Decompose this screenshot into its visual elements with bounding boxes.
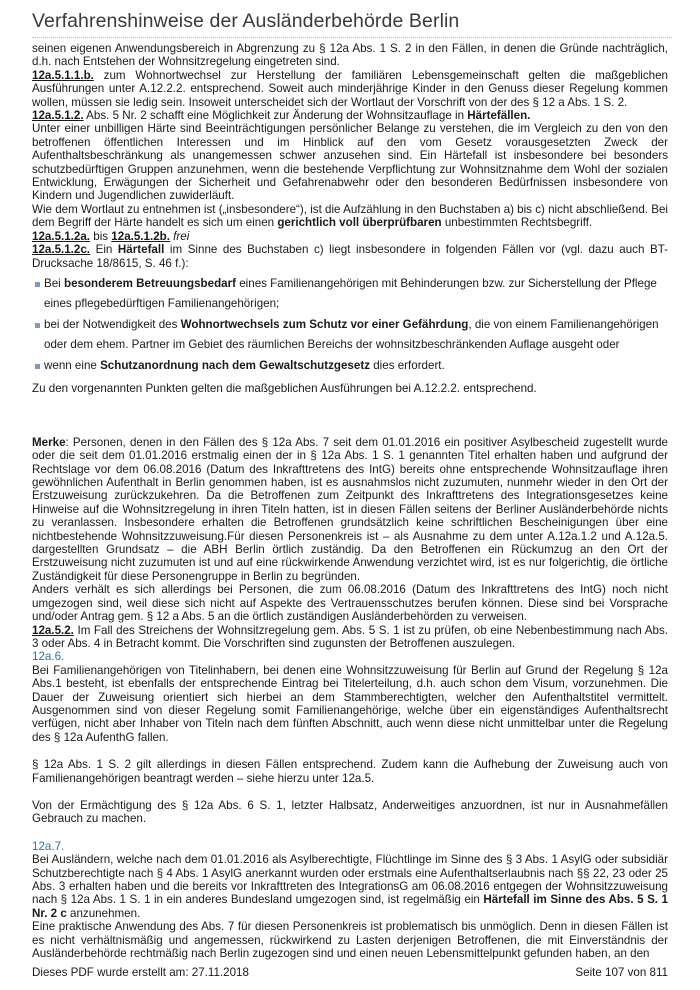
page-header bbox=[32, 10, 672, 38]
paragraph: 12a.5.1.2a. bis 12a.5.1.2b. frei bbox=[32, 229, 190, 243]
paragraph: 12a.5.1.1.b. zum Wohnortwechsel zur Herstellung der familiären Lebensgemeinschaft gelten die maßgeblichen Ausführungen unter A.12.2.2. entsprechend. Soweit auch minderjährige Kinder in den Genuss dieser Regelung kommen wollen, müssen sie ledig sein. Insoweit unterscheidet sich der Wortlaut der Vorschrift von der des § 12 a Abs. 1 S. 2. bbox=[32, 68, 668, 109]
list-item: bei der Notwendigkeit des Wohnortwechsels zum Schutz vor einer Gefährdung, die von einem Familienangehörigen oder dem ehem. Partner im Gebiet des räumlichen Bereichs der wohnsitzbeschränkenden Auflage ausgeht oder bbox=[32, 315, 668, 356]
paragraph: 12a.5.1.2c. Ein Härtefall im Sinne des Buchstaben c) liegt insbesondere in folgenden Fällen vor (vgl. dazu auch BT-Drucksache 18/8615, S. 46 f.): bbox=[32, 243, 668, 270]
section-reference[interactable]: 12a.5.1.2a. bbox=[32, 229, 91, 243]
page-footer bbox=[32, 966, 668, 979]
paragraph: 12a.5.1.2. Abs. 5 Nr. 2 schafft eine Möglichkeit zur Änderung der Wohnsitzauflage in Härtefällen. bbox=[32, 109, 531, 123]
section-heading-12a7: 12a.7. bbox=[32, 839, 65, 853]
paragraph: Anders verhält es sich allerdings bei Personen, die zum 06.08.2016 (Datum des Inkrafttretens des IntG) noch nicht umgezogen sind, weil diese sich nicht auf Aspekte des Vertrauensschutzes berufen können. Diese sind bei Vorsprache und/oder Antrag gem. § 12 a Abs. 5 an die örtlich zuständigen Ausländerbehörden zu verweisen. bbox=[32, 583, 668, 624]
merke-paragraph: Merke: Personen, denen in den Fällen des § 12a Abs. 7 seit dem 01.01.2016 ein positiver Asylbescheid zugestellt wurde oder die seit dem 01.01.2016 erstmalig einen der in § 12a Abs. 1 S. 1 genannten Titel erhalten haben und aufgrund der Rechtslage vor dem 06.08.2016 (Datum des Inkrafttretens des IntG) bereits ohne entsprechende Wohnsitzauflage ihren gewöhnlichen Aufenthalt in Berlin genommen haben, ist es ausnahmslos nicht zuzumuten, nunmehr wieder in den Ort der Erstzuweisung zurückzukehren. Da die Betroffenen zum Zeitpunkt des Inkrafttretens des Integrationsgesetzes keine Hinweise auf die Wohnsitzregelung in ihren Titeln hatten, ist in diesen Fällen seitens der Berliner Ausländerbehörde nichts zu veranlassen. Insbesondere erhalten die Betroffenen grundsätzlich keine schriftlichen Bescheinigungen über eine nichtbestehende Wohnsitzzuweisung.Für diesen Personenkreis ist – als Ausnahme zu dem unter A.12a.1.2 und A.12a.5. dargestellten Grundsatz – die ABH Berlin örtlich zuständig. Da den Betroffenen ein Rückumzug an den Ort der Erstzuweisung nicht zuzumuten ist und auf eine rückwirkende Anwendung verzichtet wird, ist es nur folgerichtig, die örtliche Zuständigkeit für diese Personengruppe in Berlin zu begründen. bbox=[32, 435, 668, 583]
paragraph: Bei Familienangehörigen von Titelinhabern, bei denen eine Wohnsitzzuweisung für Berlin auf Grund der Regelung § 12a Abs.1 besteht, ist ebenfalls der entsprechende Eintrag bei Titelerteilung, d.h. auch schon dem Visum, vorzunehmen. Die Dauer der Zuweisung orientiert sich hierbei an dem Stammberechtigten, welcher den Aufenthaltstitel vermittelt. Ausgenommen sind von dieser Regelung somit Familienangehörige, welche über ein eigenständiges Aufenthaltsrecht verfügen, nicht aber Inhaber von Titeln nach dem fünften Abschnitt, auch wenn diese nicht unmittelbar unter die Regelung des § 12a AufenthG fallen. bbox=[32, 663, 668, 744]
paragraph: seinen eigenen Anwendungsbereich in Abgrenzung zu § 12a Abs. 1 S. 2 in den Fällen, in denen die Gründe nachträglich, d.h. nach Entstehen der Wohnsitzregelung eingetreten sind. bbox=[32, 42, 668, 69]
section-heading-12a6: 12a.6. bbox=[32, 650, 65, 664]
section-reference[interactable]: 12a.5.1.2. bbox=[32, 109, 84, 123]
paragraph: Wie dem Wortlaut zu entnehmen ist („insbesondere“), ist die Aufzählung in den Buchstaben a) bis c) nicht abschließend. Bei dem Begriff der Härte handelt es sich um einen gerichtlich voll überprüfbaren unbestimmten Rechtsbegriff. bbox=[32, 202, 668, 230]
paragraph: 12a.5.2. Im Fall des Streichens der Wohnsitzregelung gem. Abs. 5 S. 1 ist zu prüfen, ob eine Nebenbestimmung nach Abs. 3 oder Abs. 4 in Betracht kommt. Die Vorschriften sind zugunsten der Betroffenen auszulegen. bbox=[32, 623, 668, 650]
merke-label: Merke bbox=[32, 435, 66, 449]
bullet-square-icon bbox=[35, 323, 40, 328]
section-reference[interactable]: 12a.5.1.1.b. bbox=[32, 68, 94, 82]
hardship-case-list bbox=[32, 274, 668, 377]
bullet-square-icon bbox=[35, 282, 40, 287]
creation-date: Dieses PDF wurde erstellt am: 27.11.2018 bbox=[32, 966, 249, 979]
section-reference[interactable]: 12a.5.2. bbox=[32, 623, 74, 637]
paragraph: Eine praktische Anwendung des Abs. 7 für diesen Personenkreis ist problematisch bis unmöglich. Denn in diesen Fällen ist es nicht verhältnismäßig und angemessen, rückwirkend zu Lasten derjenigen Betroffenen, die mit Einverständnis der Ausländerbehörde rechtmäßig nach Berlin zugezogen sind und einen neuen Lebensmittelpunkt gefunden haben, an den bbox=[32, 920, 668, 961]
list-item: wenn eine Schutzanordnung nach dem Gewaltschutzgesetz dies erfordert. bbox=[32, 356, 668, 377]
section-reference[interactable]: 12a.5.1.2b. bbox=[111, 229, 170, 243]
paragraph: Bei Ausländern, welche nach dem 01.01.2016 als Asylberechtigte, Flüchtlinge im Sinne des § 3 Abs. 1 AsylG oder subsidiär Schutzberechtigte nach § 4 Abs. 1 AsylG anerkannt wurden oder erstmals eine Aufenthaltserlaubnis nach §§ 22, 23 oder 25 Abs. 3 erhalten haben und die bereits vor Inkrafttreten des IntegrationsG am 06.08.2016 entgegen der Wohnsitzzuweisung nach § 12a Abs. 1 S. 1 in ein anderes Bundesland umgezogen sind, ist regelmäßig ein Härtefall im Sinne des Abs. 5 S. 1 Nr. 2 c anzunehmen. bbox=[32, 853, 668, 920]
bullet-square-icon bbox=[35, 364, 40, 369]
list-item: Bei besonderem Betreuungsbedarf eines Familienangehörigen mit Behinderungen bzw. zur Sicherstellung der Pflege eines pflegebedürftigen Familienangehörigen; bbox=[32, 274, 668, 315]
paragraph: Zu den vorgenannten Punkten gelten die maßgeblichen Ausführungen bei A.12.2.2. entsprechend. bbox=[32, 382, 537, 396]
paragraph: § 12a Abs. 1 S. 2 gilt allerdings in diesen Fällen entsprechend. Zudem kann die Aufhebung der Zuweisung auch von Familienangehörigen beantragt werden – siehe hierzu unter 12a.5. bbox=[32, 758, 668, 785]
paragraph: Unter einer unbilligen Härte sind Beeinträchtigungen persönlicher Belange zu verstehen, die im Vergleich zu den von den betroffenen öffentlichen Interessen und im Hinblick auf den vom Gesetz vorausgesetzten Zweck der Aufenthaltsbeschränkung als unangemessen schwer anzusehen sind. Ein Härtefall ist insbesondere bei besonders schutzbedürftigen Gruppen anzunehmen, wenn die bestehende Verpflichtung zur Wohnsitznahme dem Wohl der sozialen Entwicklung, Erwägungen der Sicherheit und Gefahrenabwehr oder den besonderen Bedürfnissen insbesondere von Kindern und Jugendlichen zuwiderläuft. bbox=[32, 122, 668, 203]
page-title: Verfahrenshinweise der Ausländerbehörde Berlin bbox=[32, 10, 460, 32]
page-number: Seite 107 von 811 bbox=[575, 966, 668, 979]
document-body bbox=[32, 42, 668, 960]
section-reference[interactable]: 12a.5.1.2c. bbox=[32, 243, 91, 257]
paragraph: Von der Ermächtigung des § 12a Abs. 6 S. 1, letzter Halbsatz, Anderweitiges anzuordnen, ist nur in Ausnahmefällen Gebrauch zu machen. bbox=[32, 798, 668, 826]
